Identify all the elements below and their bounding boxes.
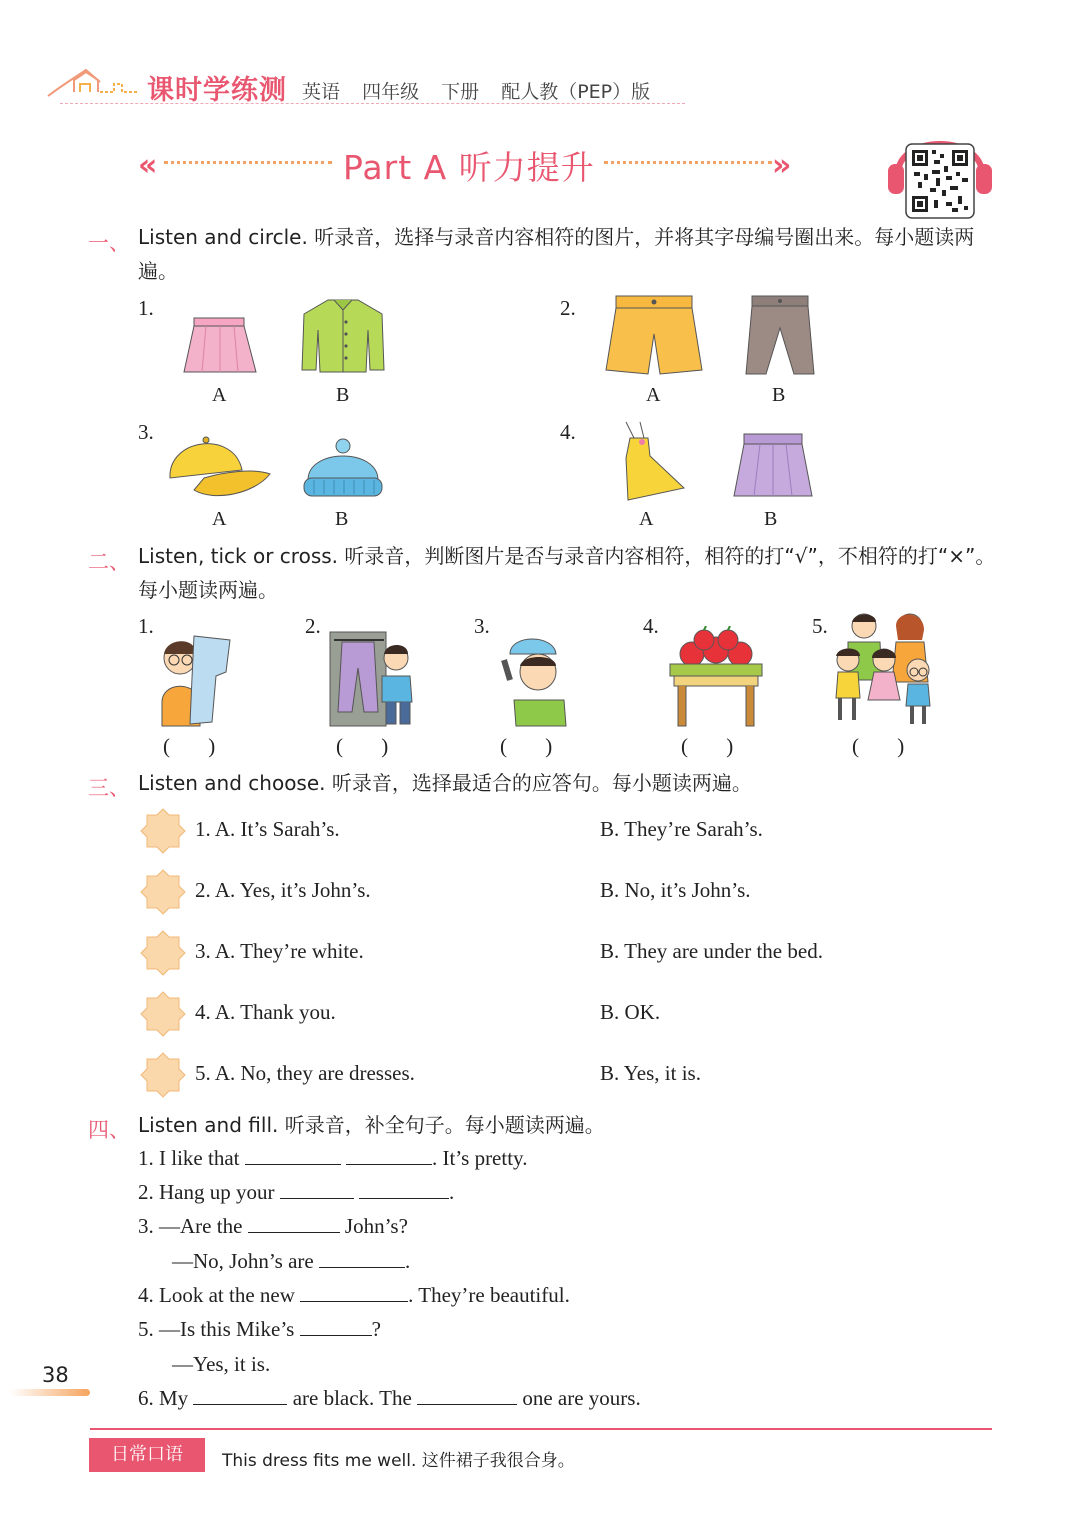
s2-q1-number: 1.: [138, 614, 154, 638]
part-title: Part A 听力提升: [343, 148, 595, 187]
answer-badge-icon[interactable]: [139, 807, 187, 855]
s1-q3-number: 3.: [138, 420, 154, 444]
s2-q3-number: 3.: [474, 614, 490, 638]
qr-code-headphones-icon[interactable]: [884, 124, 996, 222]
fill-line-1: 1. I like that . It’s pretty.: [138, 1146, 528, 1170]
section1-number: 一、: [88, 231, 130, 255]
section3-number: 三、: [88, 776, 130, 800]
s3-q2-option-b[interactable]: B. No, it’s John’s.: [600, 878, 751, 902]
boy-with-hat-icon: [494, 630, 578, 728]
blank-input[interactable]: [248, 1214, 340, 1233]
s2-q3-answer-paren[interactable]: ( ): [500, 734, 555, 758]
blank-input[interactable]: [346, 1146, 432, 1165]
blank-input[interactable]: [417, 1386, 517, 1405]
header-grade: 四年级: [362, 81, 420, 103]
s1-q2-number: 2.: [560, 296, 576, 320]
fill-line-5b: —Yes, it is.: [172, 1352, 271, 1376]
s1-q4-label-a: A: [639, 508, 654, 530]
s3-q4-option-a[interactable]: 4. A. Thank you.: [195, 1000, 336, 1024]
section4-number: 四、: [88, 1118, 130, 1142]
daily-phrase-text: This dress fits me well. 这件裙子我很合身。: [222, 1451, 575, 1471]
fill-line-3: 3. —Are the John’s?: [138, 1214, 408, 1238]
footer-divider: [90, 1428, 992, 1430]
fill-line-4: 4. Look at the new . They’re beautiful.: [138, 1283, 570, 1307]
s1-q2-label-a: A: [646, 384, 661, 406]
purple-skirt-icon[interactable]: [730, 432, 816, 500]
blank-input[interactable]: [300, 1317, 372, 1336]
double-chevron-left-icon: «: [138, 148, 158, 183]
daily-phrase-label: 日常口语: [89, 1438, 205, 1472]
s3-q2-option-a[interactable]: 2. A. Yes, it’s John’s.: [195, 878, 371, 902]
s1-q3-label-b: B: [335, 508, 349, 530]
boy-with-pants-icon: [326, 628, 418, 728]
family-icon: [830, 610, 944, 728]
double-chevron-right-icon: »: [772, 148, 792, 183]
header-house-icon: [44, 64, 144, 104]
blank-input[interactable]: [280, 1180, 354, 1199]
s3-q5-option-a[interactable]: 5. A. No, they are dresses.: [195, 1061, 415, 1085]
fill-line-3b: —No, John’s are .: [172, 1249, 411, 1273]
s1-q4-number: 4.: [560, 420, 576, 444]
title-dots-left: [164, 161, 332, 164]
s2-q5-number: 5.: [812, 614, 828, 638]
page-number-bar: [10, 1389, 90, 1396]
page-number: 38: [42, 1363, 69, 1387]
header-edition: 配人教（PEP）版: [501, 81, 651, 103]
blue-hat-icon[interactable]: [300, 436, 386, 500]
brown-pants-icon[interactable]: [742, 294, 818, 378]
blank-input[interactable]: [319, 1249, 405, 1268]
blank-input[interactable]: [193, 1386, 287, 1405]
section2-instruction: Listen, tick or cross. 听录音，判断图片是否与录音内容相符，相符的打“√”，不相符的打“×”。每小题读两遍。: [138, 544, 996, 602]
boy-with-shirt-icon: [156, 632, 240, 728]
s1-q1-label-b: B: [336, 384, 350, 406]
section2-number: 二、: [88, 550, 130, 574]
fill-line-2: 2. Hang up your .: [138, 1180, 455, 1204]
s1-q2-label-b: B: [772, 384, 786, 406]
s2-q2-answer-paren[interactable]: ( ): [336, 734, 391, 758]
blank-input[interactable]: [245, 1146, 341, 1165]
s3-q1-option-b[interactable]: B. They’re Sarah’s.: [600, 817, 763, 841]
section3-instruction: Listen and choose. 听录音，选择最适合的应答句。每小题读两遍。: [138, 771, 752, 795]
s2-q4-number: 4.: [643, 614, 659, 638]
yellow-cap-icon[interactable]: [164, 428, 274, 504]
header-divider: [60, 103, 685, 104]
header-subject: 英语: [302, 81, 341, 103]
pink-skirt-icon[interactable]: [180, 314, 260, 378]
s3-q3-option-a[interactable]: 3. A. They’re white.: [195, 939, 364, 963]
blank-input[interactable]: [359, 1180, 449, 1199]
s3-q4-option-b[interactable]: B. OK.: [600, 1000, 661, 1024]
s2-q1-answer-paren[interactable]: ( ): [163, 734, 218, 758]
s3-q5-option-b[interactable]: B. Yes, it is.: [600, 1061, 701, 1085]
section1-instruction: Listen and circle. 听录音，选择与录音内容相符的图片，并将其字母编号圈出来。每小题读两遍。: [138, 225, 975, 283]
s2-q5-answer-paren[interactable]: ( ): [852, 734, 907, 758]
yellow-dress-icon[interactable]: [604, 418, 690, 504]
green-shirt-icon[interactable]: [298, 296, 388, 376]
s3-q3-option-b[interactable]: B. They are under the bed.: [600, 939, 823, 963]
header-subtitle: [302, 77, 666, 104]
answer-badge-icon[interactable]: [139, 929, 187, 977]
s1-q1-number: 1.: [138, 296, 154, 320]
fill-line-6: 6. My are black. The one are yours.: [138, 1386, 641, 1410]
s2-q2-number: 2.: [305, 614, 321, 638]
header-brand: 课时学练测: [147, 75, 287, 106]
s1-q3-label-a: A: [212, 508, 227, 530]
section4-instruction: Listen and fill. 听录音，补全句子。每小题读两遍。: [138, 1113, 605, 1137]
answer-badge-icon[interactable]: [139, 990, 187, 1038]
header-volume: 下册: [441, 81, 480, 103]
title-dots-right: [604, 161, 772, 164]
orange-shorts-icon[interactable]: [604, 294, 704, 378]
answer-badge-icon[interactable]: [139, 868, 187, 916]
apples-on-table-icon: [666, 626, 766, 728]
s3-q1-option-a[interactable]: 1. A. It’s Sarah’s.: [195, 817, 340, 841]
s2-q4-answer-paren[interactable]: ( ): [681, 734, 736, 758]
answer-badge-icon[interactable]: [139, 1051, 187, 1099]
s1-q4-label-b: B: [764, 508, 778, 530]
fill-line-5: 5. —Is this Mike’s ?: [138, 1317, 381, 1341]
s1-q1-label-a: A: [212, 384, 227, 406]
blank-input[interactable]: [300, 1283, 408, 1302]
